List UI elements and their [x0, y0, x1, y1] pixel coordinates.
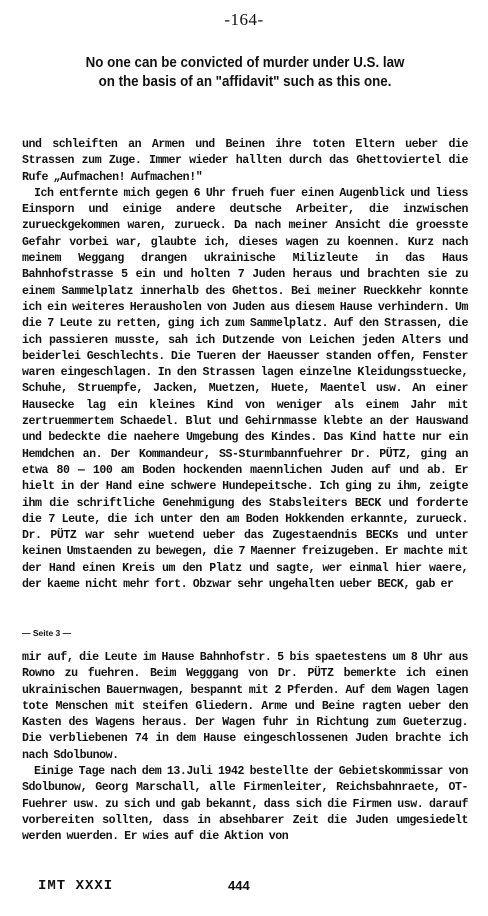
note-line-2: on the basis of an "affidavit" such as this one.	[98, 74, 392, 90]
section-separator: — Seite 3 —	[22, 628, 72, 638]
editorial-note	[75, 54, 415, 92]
body-text-top	[22, 137, 468, 593]
paragraph: Ich entfernte mich gegen 6 Uhr frueh fuer einen Augenblick und liess Einsporn und einige andere deutsche Arbeiter, die inzwischen zurueckgekommen waren, zurueck. Da nach meiner Ansicht die groesste Gefahr vorbei war, glaubte ich, dieses wagen zu koennen. Kurz nach meinem Weggang drangen ukrainische Milizleute in das Haus Bahnhofstrasse 5 ein und holten 7 Juden heraus und brachten sie zu einem Sammelplatz innerhalb des Ghettos. Bei meiner Rueckkehr konnte ich ein weiteres Herausholen von Juden aus diesem Hause verhindern. Um die 7 Leute zu retten, ging ich zum Sammelplatz. Auf den Strassen, die ich passieren musste, sah ich Dutzende von Leichen jeden Alters und beiderlei Geschlechts. Die Tueren der Haeusser standen offen, Fenster waren eingeschlagen. In den Strassen lagen einzelne Kleidungsstuecke, Schuhe, Struempfe, Jacken, Muetzen, Huete, Maentel usw. An einer Hausecke lag ein kleines Kind von weniger als einem Jahr mit zertruemmertem Schaedel. Blut und Gehirnmasse klebte an der Hauswand und bedeckte die naehere Umgebung des Kindes. Das Kind hatte nur ein Hemdchen an. Der Kommandeur, SS-Sturmbannfuehrer Dr. PÜTZ, ging an etwa 80 — 100 am Boden hockenden maennlichen Juden auf und ab. Er hielt in der Hand eine schwere Hundepeitsche. Ich ging zu ihm, zeigte ihm die schriftliche Genehmigung des Stabsleiters BECK und forderte die 7 Leute, die ich unter den am Boden Hokkenden erkannte, zurueck. Dr. PÜTZ war sehr wuetend ueber das Zugestaendnis BECKs und unter keinen Umstaenden zu bewegen, die 7 Maenner freizugeben. Er machte mit der Hand einen Kreis um den Platz und sagte, wer einmal hier waere, der kaeme nicht mehr fort. Obzwar sehr ungehalten ueber BECK, gab er	[22, 186, 468, 592]
footer-page-number: 444	[228, 878, 250, 893]
page-number: -164-	[224, 10, 264, 29]
paragraph: mir auf, die Leute im Hause Bahnhofstr. 5 bis spaetestens um 8 Uhr aus Rowno zu fuehren. Beim Wegggang von Dr. PÜTZ bemerkte ich einen ukrainischen Bauernwagen, bespannt mit 2 Pferden. Auf dem Wagen lagen tote Menschen mit steifen Gliedern. Arme und Beine ragten ueber den Kasten des Wagens heraus. Der Wagen fuhr in Richtung zum Gueterzug. Die verbliebenen 74 in dem Hause eingeschlossenen Juden brachte ich nach Sdolbunow.	[22, 651, 468, 762]
paragraph: und schleiften an Armen und Beinen ihre toten Eltern ueber die Strassen zum Zuge. Immer wieder hallten durch das Ghettoviertel die Rufe „Aufmachen! Aufmachen!"	[22, 138, 468, 184]
paragraph: Einige Tage nach dem 13.Juli 1942 bestellte der Gebietskommissar von Sdolbunow, Georg Marschall, alle Firmenleiter, Reichsbahnraete, OT-Fuehrer usw. zu sich und gab bekannt, dass sich die Firmen usw. darauf vorbereiten sollten, dass in absehbarer Zeit die Juden umgesiedelt werden wuerden. Er wies auf die Aktion von	[22, 765, 468, 844]
note-line-1: No one can be convicted of murder under U.S. law	[85, 55, 405, 71]
volume-label: IMT XXXI	[38, 878, 114, 894]
body-text-bottom	[22, 650, 468, 846]
